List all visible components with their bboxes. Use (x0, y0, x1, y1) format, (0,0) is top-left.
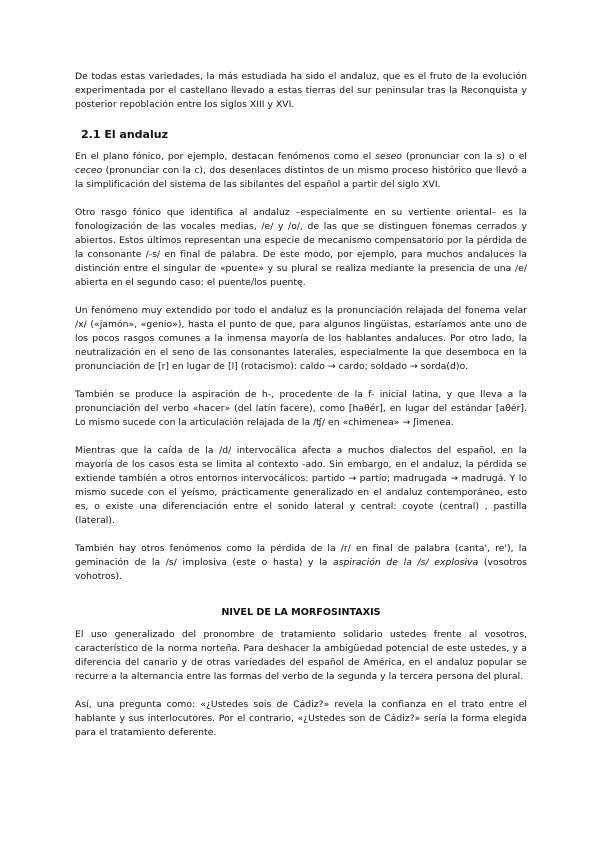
paragraph-caida-d: Mientras que la caída de la /d/ intervocálica afecta a muchos dialectos del español, en la mayoría de los casos esta se limita al contexto -ado. Sin embargo, en el andaluz, la pérdida se extiende también a otros entornos intervocálicos: partido → partío; madrugada → madrugá. Y lo mismo sucede con el yeísmo, prácticamente generalizado en el andaluz contemporáneo, esto es, o existe una diferenciación entre el sonido lateral y central: coyote (central) , pastilla (lateral). (75, 445, 527, 526)
paragraph-velar: Un fenómeno muy extendido por todo el andaluz es la pronunciación relajada del fonema velar /x/ («jamón», «genio»), hasta el punto de que, para algunos lingüistas, estaríamos ante uno de los pocos rasgos comunes a la inmensa mayoría de los hablantes andaluces. Por otro lado, la neutralización en el seno de las consonantes laterales, especialmente la que desemboca en la pronunciación de [r] en lugar de [l] (rotacismo): caldo → cardo; soldado → sorda(d)o. (75, 305, 527, 372)
paragraph-aspiracion: También se produce la aspiración de h-, procedente de la f- inicial latina, y que lleva a la pronunciación del verbo «hacer» (del latín facere), como [haθér], en lugar del estándar [aθér]. Lo mismo sucede con la articulación relajada de la /ʧ/ en «chimenea» → ʃimenea. (75, 389, 527, 428)
paragraph-plano-fonico: En el plano fónico, por ejemplo, destacan fenómenos como el seseo (pronunciar con la s) o el ceceo (pronunciar con la c), dos desenlaces distintos de un mismo proceso histórico que llevó a la simplificación del sistema de las sibilantes del español a partir del siglo XVI. (75, 151, 527, 190)
paragraph-ustedes: El uso generalizado del pronombre de tratamiento solidario ustedes frente al vosotros, característico de la norma norteña. Para deshacer la ambigüedad potencial de este ustedes, y a diferencia del canario y de otras variedades del español de América, en el andaluz popular se recurre a la alternancia entre las formas del verbo de la segunda y la tercera persona del plural. (75, 629, 527, 682)
seseo-term: seseo (375, 151, 402, 162)
morphosyntax-heading: NIVEL DE LA MORFOSINTAXIS (221, 607, 381, 618)
section-heading-andaluz: 2.1 El andaluz (81, 128, 168, 141)
paragraph-pregunta: Así, una pregunta como: «¿Ustedes sois de Cádiz?» revela la confianza en el trato entre el hablante y sus interlocutores. Por el contrario, «¿Ustedes son de Cádiz?» sería la forma elegida para el tratamiento deferente. (75, 699, 527, 738)
paragraph-perdida-r: También hay otros fenómenos como la pérdida de la /r/ en final de palabra (canta', re'), la geminación de la /s/ implosiva (este o hasta) y la aspiración de la /s/ explosiva (vosotros vohotros). (75, 543, 527, 582)
document-page (75, 70, 527, 740)
intro-paragraph: De todas estas variedades, la más estudiada ha sido el andaluz, que es el fruto de la evolución experimentada por el castellano llevado a estas tierras del sur peninsular tras la Reconquista y posterior repoblación entre los siglos XIII y XVI. (75, 71, 527, 110)
paragraph-vocales-medias: Otro rasgo fónico que identifica al andaluz –especialmente en su vertiente oriental– es la fonologización de las vocales medias, /e/ y /o/, de las que se distinguen fonemas cerrados y abiertos. Estos últimos representan una especie de mecanismo compensatorio por la pérdida de la consonante /-s/ en final de palabra. De este modo, por ejemplo, para muchos andaluces la distinción entre el singular de «puente» y su plural se realiza mediante la presencia de una /e/ abierta en el segundo caso: el puente/los puentę. (75, 207, 527, 288)
ceceo-term: ceceo (75, 165, 103, 176)
aspiracion-s-term: aspiración de la /s/ explosiva (333, 557, 479, 568)
